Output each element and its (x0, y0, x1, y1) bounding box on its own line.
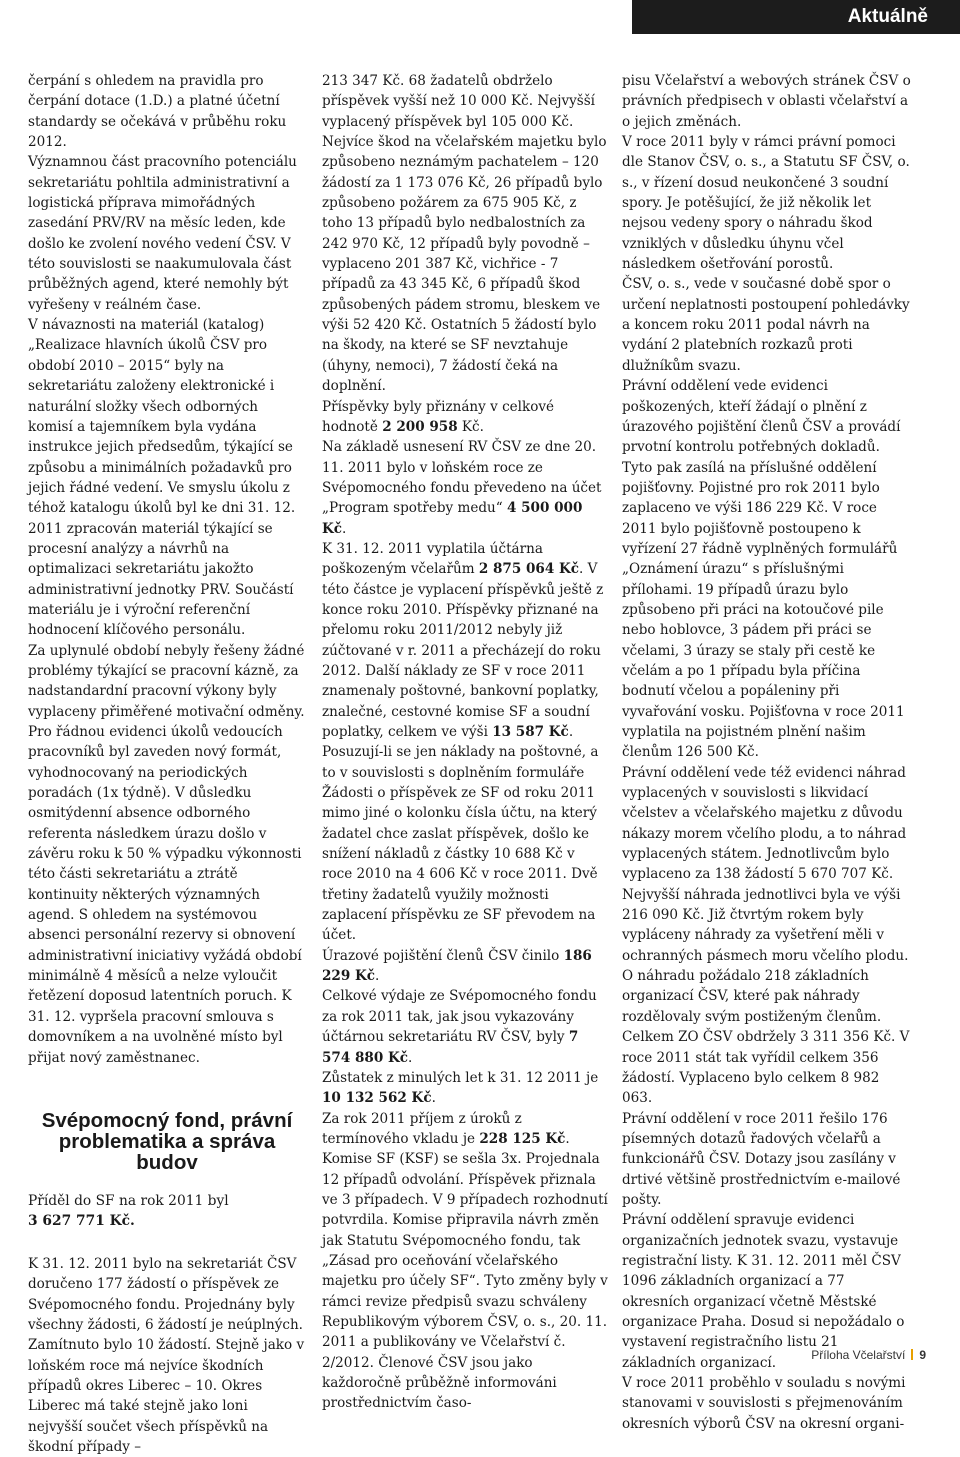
column-3 (622, 71, 912, 1434)
paragraph: Za uplynulé období nebyly řešeny žádné problémy týkající se pracovní kázně, za nadstandardní pracovní výkony byly vyplaceny přiměřené motivační odměny. Pro řádnou evidenci úkolů vedoucích pracovníků byl zaveden nový formát, vyhodnocovaný na periodických poradách (1x týdně). V důsledku osmitýdenní absence odborného referenta následkem úrazu došlo v závěru roku k 50 % výpadku výkonnosti této části sekretariátu a ztrátě kontinuity některých významných agend. S ohledem na systémovou absenci personální rezervy si obnovení administrativní iniciativy vyžádá období minimálně 4 měsíců a nelze vyloučit řetězení doposud latentních poruch. K 31. 12. vypršela pracovní smlouva s domovníkem a na uvolněné místo byl přijat nový zaměstnanec. (28, 642, 305, 1066)
section-heading: Svépomocný fond, právní problematika a správa budov (41, 1108, 293, 1174)
column-2 (322, 71, 608, 1414)
paragraph: K 31. 12. 2011 vyplatila účtárna poškozeným včelařům 2 875 064 Kč. V této částce je vyplacení příspěvků ještě z konce roku 2010. Příspěvky přiznané na přelomu roku 2011/2012 nebyly již zúčtované v r. 2011 a přecházejí do roku 2012. Další náklady ze SF v roce 2011 znamenaly poštovné, bankovní poplatky, znalečné, cestovné komise SF a soudní poplatky, celkem ve výši 13 587 Kč. Posuzují-li se jen náklady na poštovné, a to v souvislosti s doplněním formuláře Žádosti o příspěvek ze SF od roku 2011 mimo jiné o kolonku čísla účtu, na který žadatel chce zaslat příspěvek, došlo ke snížení nákladů z částky 10 688 Kč v roce 2010 na 4 606 Kč v roce 2011. Dvě třetiny žadatelů využily možnosti zaplacení příspěvku ze SF převodem na účet. (322, 540, 604, 944)
paragraph: pisu Včelařství a webových stránek ČSV o právních předpisech v oblasti včelařství a o jejich změnách. (622, 73, 911, 130)
paragraph: Nejvíce škod na včelařském majetku bylo způsobeno neznámým pachatelem – 120 žádostí za 1 173 076 Kč, 26 případů bylo způsobeno požárem za 675 905 Kč, z toho 13 případů bylo nedbalostních za 242 970 Kč, 12 případů byly povodně – vyplaceno 201 387 Kč, vichřice - 7 případů za 43 345 Kč, 6 případů škod způsobených pádem stromu, bleskem ve výši 52 420 Kč. Ostatních 5 žádostí bylo na škody, na které se SF nevztahuje (úhyny, nemoci), 7 žádostí čeká na doplnění. (322, 134, 607, 395)
paragraph: Na základě usnesení RV ČSV ze dne 20. 11. 2011 bylo v loňském roce ze Svépomocného fondu převedeno na účet „Program spotřeby medu“ 4 500 000 Kč. (322, 439, 602, 537)
paragraph: V návaznosti na materiál (katalog) „Realizace hlavních úkolů ČSV pro období 2010 – 2015“ byly na sekretariátu založeny elektronické i naturální složky všech odborných komisí a tajemníkem byla vydána instrukce jejich předsedům, týkající se způsobu a minimálních požadavků pro jejich řádné vedení. Ve smyslu úkolu z téhož katalogu úkolů byl ke dni 31. 12. 2011 zpracován materiál týkající se procesní analýzy a návrhů na optimalizaci sekretariátu jakožto administrativní jednotky PRV. Součástí materiálu je i výroční referenční hodnocení klíčového personálu. (28, 317, 296, 639)
allocation-text: Příděl do SF na rok 2011 byl (28, 1192, 229, 1209)
page-footer (811, 1348, 926, 1362)
footer-separator (911, 1349, 913, 1360)
allocation (28, 1191, 306, 1232)
paragraph: Významnou část pracovního potenciálu sekretariátu pohltila administrativní a logistická příprava mimořádných zasedání PRV/RV na měsíc leden, kde došlo ke zvolení nového vedení ČSV. V této souvislosti se naakumulovala část průběžných agend, které nemohly být vyřešeny v reálném čase. (28, 154, 297, 313)
paragraph: Právní oddělení spravuje evidenci organizačních jednotek svazu, vystavuje registrační listy. K 31. 12. 2011 měl ČSV 1096 základních organizací a 77 okresních organizací včetně Městské organizace Praha. Dosud si nepožádalo o vystavení registračního listu 21 základních organizací. (622, 1212, 905, 1371)
section-tag: Aktuálně (632, 0, 960, 34)
paragraph: K 31. 12. 2011 bylo na sekretariát ČSV doručeno 177 žádostí o příspěvek ze Svépomocného fondu. Projednány byly všechny žádosti, 6 žádostí je neúplných. Zamítnuto bylo 10 žádostí. Stejně jako v loňském roce má nejvíce škodních případů okres Liberec – 10. Okres Liberec má také stejně jako loni nejvyšší součet všech příspěvků na škodní případy – (28, 1255, 305, 1455)
allocation-amount: 3 627 771 Kč. (28, 1213, 135, 1230)
paragraph: Celkové výdaje ze Svépomocného fondu za rok 2011 tak, jak jsou vykazovány účtárnou sekretariátu RV ČSV, byly 7 574 880 Kč. (322, 988, 597, 1066)
column-1 (28, 71, 306, 1457)
paragraph: Zůstatek z minulých let k 31. 12 2011 je 10 132 562 Kč. (322, 1069, 599, 1107)
paragraph: Komise SF (KSF) se sešla 3x. Projednala 12 případů odvolání. Příspěvek přiznala ve 3 případech. V 9 případech rozhodnutí potvrdila. Komise připravila návrh změn jak Statutu Svépomocného fondu, tak „Zásad pro oceňování včelařského majetku pro účely SF“. Tyto změny byly v rámci revize předpisů svazu schváleny Republikovým výborem ČSV, o. s., 20. 11. 2011 a publikovány ve Včelařství č. 2/2012. Členové ČSV jsou jako každoročně průběžně informováni prostřednictvím časo- (322, 1151, 608, 1412)
paragraph: 213 347 Kč. 68 žadatelů obdrželo příspěvek vyšší než 10 000 Kč. Nejvyšší vyplacený příspěvek byl 105 000 Kč. (322, 73, 595, 130)
paragraph: Příspěvky byly přiznány v celkové hodnotě 2 200 958 Kč. (322, 398, 555, 435)
paragraph: Úrazové pojištění členů ČSV činilo 186 229 Kč. (322, 947, 592, 985)
paragraph: V roce 2011 byly v rámci právní pomoci dle Stanov ČSV, o. s., a Statutu SF ČSV, o. s., v řízení dosud neukončené 3 soudní spory. Je potěšující, že již několik let nejsou vedeny spory o náhradu škod vzniklých v důsledku úhynu včel následkem ošetřování porostů. (622, 134, 910, 273)
page-number: 9 (919, 1348, 926, 1362)
paragraph: V roce 2011 proběhlo v souladu s novými stanovami v souvislosti s přejmenováním okresních výborů ČSV na okresní organi- (622, 1375, 906, 1432)
paragraph: Právní oddělení v roce 2011 řešilo 176 písemných dotazů řadových včelařů a funkcionářů ČSV. Dotazy jsou zasílány v drtivé většině prostřednictvím e-mailové pošty. (622, 1110, 901, 1208)
paragraph: Právní oddělení vede evidenci poškozených, kteří žádají o plnění z úrazového pojištění členů ČSV a provádí prvotní kontrolu potřebných dokladů. Tyto pak zasílá na příslušné oddělení pojišťovny. Pojistné pro rok 2011 bylo zaplaceno ve výši 186 229 Kč. V roce 2011 bylo pojišťovně postoupeno k vyřízení 27 řádně vyplněných formulářů „Oznámení úrazu“ s příslušnými přílohami. 19 případů úrazu bylo způsobeno při práci na kotoučové pile nebo hoblovce, 3 pádem při práci se včelami, 3 úrazy se staly při cestě ke včelám a po 1 případu byla příčina bodnutí včelou a popáleniny při vyvařování vosku. Pojišťovna v roce 2011 vyplatila na pojistném plnění našim členům 126 500 Kč. (622, 378, 905, 761)
paragraph: Za rok 2011 příjem z úroků z termínového vkladu je 228 125 Kč. (322, 1110, 570, 1147)
paragraph: Právní oddělení vede též evidenci náhrad vyplacených v souvislosti s likvidací včelstev a včelařského majetku z důvodu nákazy morem včelího plodu, a to náhrad vyplacených státem. Jednotlivcům bylo vyplaceno za 138 žádostí 5 670 707 Kč. Nejvyšší náhrada jednotlivci byla ve výši 216 090 Kč. Již čtvrtým rokem byly vypláceny náhrady za vyšetření měli v ochranných pásmech moru včelího plodu. O náhradu požádalo 218 základních organizací ČSV, které pak náhrady rozdělovaly svým postiženým členům. Celkem ZO ČSV obdržely 3 311 356 Kč. V roce 2011 stát tak vyřídil celkem 356 žádostí. Vyplaceno bylo celkem 8 982 063. (622, 764, 910, 1107)
publication-name: Příloha Včelařství (811, 1348, 906, 1362)
paragraph: ČSV, o. s., vede v současné době spor o určení neplatnosti postoupení pohledávky a koncem roku 2011 podal návrh na vydání 2 platebních rozkazů proti dlužníkům svazu. (622, 276, 910, 374)
paragraph: čerpání s ohledem na pravidla pro čerpání dotace (1.D.) a platné účetní standardy se očekává v průběhu roku 2012. (28, 73, 287, 151)
